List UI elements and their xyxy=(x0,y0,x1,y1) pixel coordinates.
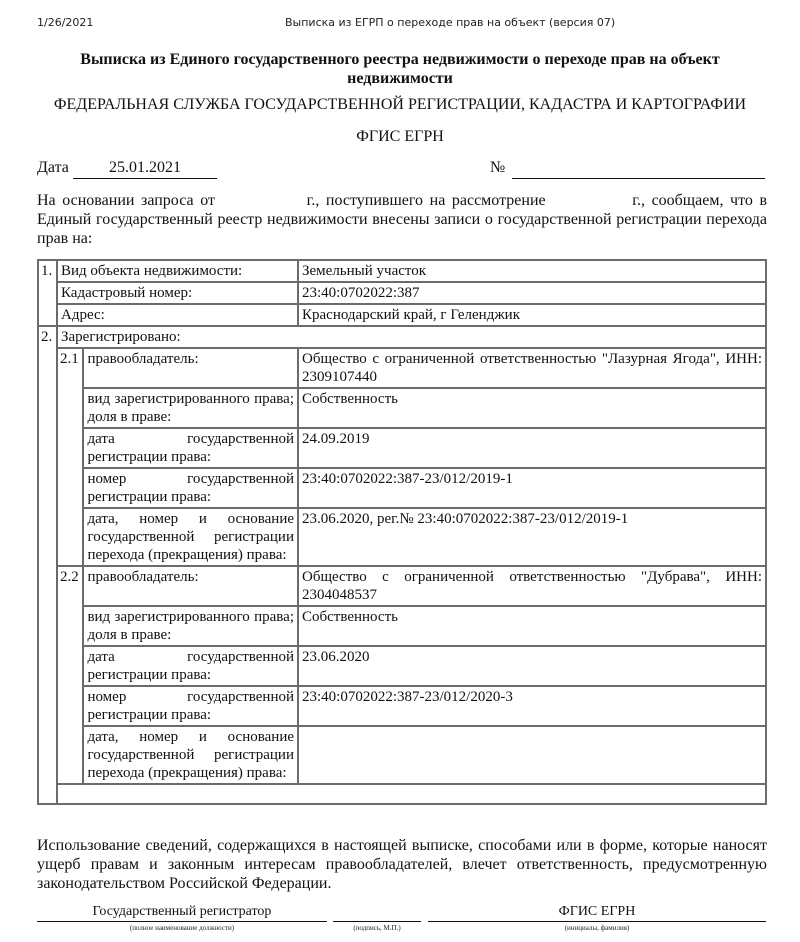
holder-value: Общество с ограниченной ответственностью "Дубрава", ИНН: 2304048537 xyxy=(298,566,766,606)
registration-date-value: 24.09.2019 xyxy=(298,428,766,468)
agency-name: ФЕДЕРАЛЬНАЯ СЛУЖБА ГОСУДАРСТВЕННОЙ РЕГИСТРАЦИИ, КАДАСТРА И КАРТОГРАФИИ xyxy=(53,96,747,113)
table-row xyxy=(38,566,766,606)
right-type-value: Собственность xyxy=(298,606,766,646)
right-type-label: вид зарегистрированного права; доля в праве: xyxy=(83,388,298,428)
date-label: Дата xyxy=(37,159,69,176)
registration-number-value: 23:40:0702022:387-23/012/2019-1 xyxy=(298,468,766,508)
cadastral-value: 23:40:0702022:387 xyxy=(298,282,766,304)
table-row xyxy=(38,282,766,304)
section-number: 1. xyxy=(38,260,57,326)
registered-label: Зарегистрировано: xyxy=(57,326,766,348)
registration-number-value: 23:40:0702022:387-23/012/2020-3 xyxy=(298,686,766,726)
object-type-label: Вид объекта недвижимости: xyxy=(57,260,298,282)
registration-date-label: дата государственной регистрации права: xyxy=(83,428,298,468)
table-row xyxy=(38,260,766,282)
holder-value: Общество с ограниченной ответственностью "Лазурная Ягода", ИНН: 2309107440 xyxy=(298,348,766,388)
intro-part-2: г., поступившего на рассмотрение xyxy=(306,192,546,209)
holder-label: правообладатель: xyxy=(83,566,298,606)
registrar-caption: (полное наименование должности) xyxy=(129,924,235,932)
table-row xyxy=(38,468,766,508)
table-row xyxy=(38,348,766,388)
registration-number-label: номер государственной регистрации права: xyxy=(83,686,298,726)
number-value xyxy=(512,159,765,179)
object-type-value: Земельный участок xyxy=(298,260,766,282)
right-type-label: вид зарегистрированного права; доля в праве: xyxy=(83,606,298,646)
table-row xyxy=(38,686,766,726)
transfer-label: дата, номер и основание государственной регистрации перехода (прекращения) права: xyxy=(83,508,298,566)
table-row xyxy=(38,388,766,428)
cadastral-label: Кадастровый номер: xyxy=(57,282,298,304)
table-row xyxy=(38,508,766,566)
transfer-value: 23.06.2020, рег.№ 23:40:0702022:387-23/012/2019-1 xyxy=(298,508,766,566)
table-row xyxy=(38,646,766,686)
table-row xyxy=(38,428,766,468)
right-type-value: Собственность xyxy=(298,388,766,428)
signature-caption: (подпись, М.П.) xyxy=(353,924,401,932)
signature-line xyxy=(333,904,421,922)
table-row xyxy=(38,784,766,804)
name-block xyxy=(428,904,766,938)
rights-transfer-table xyxy=(37,259,767,805)
table-row xyxy=(38,326,766,348)
intro-part-3: г., сообщаем, что в Единый государственный реестр недвижимости внесены записи о государственной регистрации перехода прав на: xyxy=(37,192,768,247)
registration-number-label: номер государственной регистрации права: xyxy=(83,468,298,508)
transfer-label: дата, номер и основание государственной регистрации перехода (прекращения) права: xyxy=(83,726,298,784)
table-row xyxy=(38,304,766,326)
system-name: ФГИС ЕГРН xyxy=(356,128,444,145)
date-number-row xyxy=(37,159,767,181)
document-title: Выписка из Единого государственного реестра недвижимости о переходе прав на объект недвижимости xyxy=(80,51,720,87)
date-value: 25.01.2021 xyxy=(73,159,217,179)
name-caption: (инициалы, фамилия) xyxy=(564,924,630,932)
legal-notice: Использование сведений, содержащихся в настоящей выписке, способами или в форме, которые наносят ущерб правам и законным интересам правообладателей, влечет ответственность, предусмотренную законодательством Российской Федерации. xyxy=(37,837,767,892)
section-number: 2. xyxy=(38,326,57,804)
holder-number: 2.1 xyxy=(57,348,83,566)
holder-number: 2.2 xyxy=(57,566,83,784)
table-row xyxy=(38,726,766,784)
table-row xyxy=(38,606,766,646)
signature-block xyxy=(333,904,421,938)
print-title: Выписка из ЕГРП о переходе прав на объект (версия 07) xyxy=(285,16,616,29)
holder-label: правообладатель: xyxy=(83,348,298,388)
address-label: Адрес: xyxy=(57,304,298,326)
registrar-name: ФГИС ЕГРН xyxy=(428,904,766,922)
registration-date-label: дата государственной регистрации права: xyxy=(83,646,298,686)
number-label: № xyxy=(490,159,506,176)
registrar-signature-block xyxy=(37,904,327,938)
print-date: 1/26/2021 xyxy=(37,16,94,29)
registrar-title: Государственный регистратор xyxy=(37,904,327,922)
address-value: Краснодарский край, г Геленджик xyxy=(298,304,766,326)
intro-part-1: На основании запроса от xyxy=(37,192,215,209)
registration-date-value: 23.06.2020 xyxy=(298,646,766,686)
transfer-value xyxy=(298,726,766,784)
intro-paragraph xyxy=(37,191,767,248)
empty-row xyxy=(57,784,766,804)
